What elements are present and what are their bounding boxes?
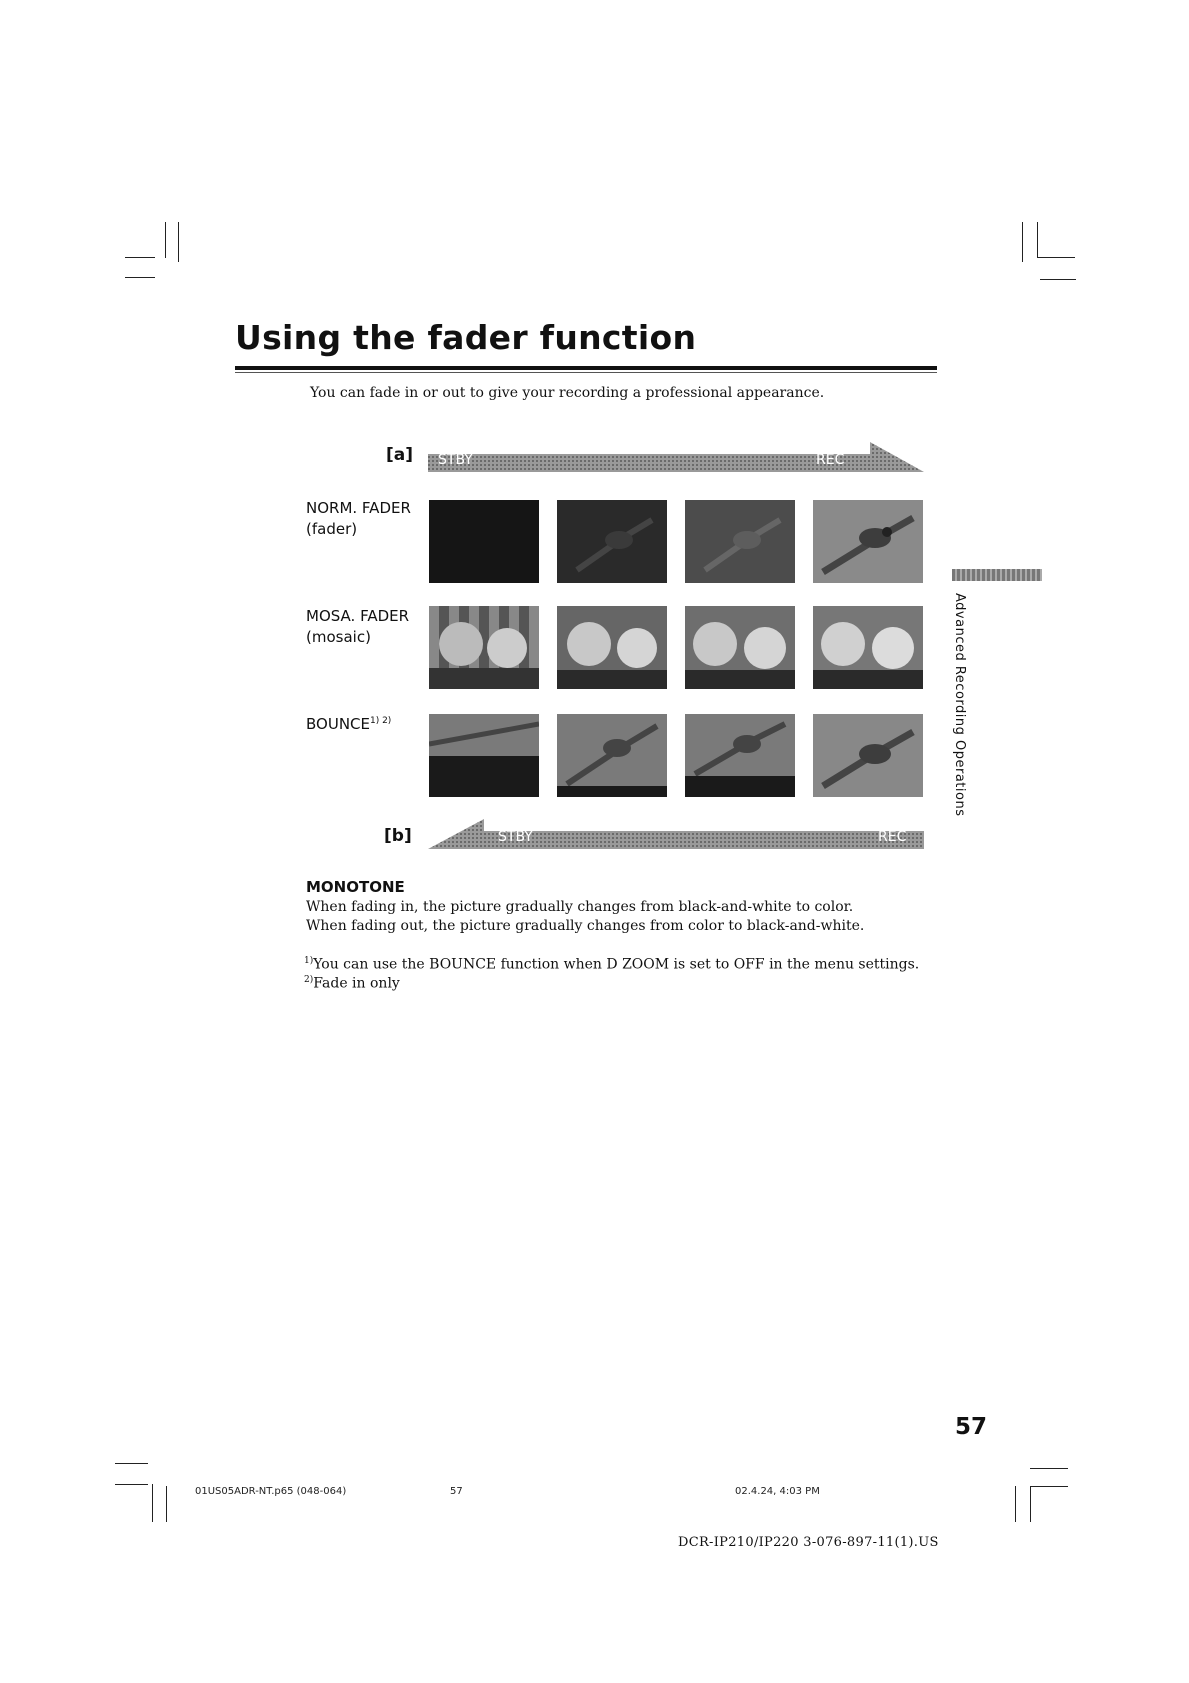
row-label-bounce: $BOUNCE^{1) 2)}$ [306, 715, 392, 733]
mosaic-frame-4 [813, 606, 923, 689]
monotone-line: When fading in, the picture gradually changes from black-and-white to color. [306, 899, 854, 915]
mosaic-frame-1 [429, 606, 539, 689]
bounce-frame-4 [813, 714, 923, 797]
intro-text: You can fade in or out to give your recording a professional appearance. [310, 385, 825, 401]
monotone-line: When fading out, the picture gradually changes from color to black-and-white. [306, 918, 865, 934]
bar-a-start: STBY [438, 452, 473, 468]
crop-mark [125, 277, 155, 278]
footer-page: 57 [450, 1486, 463, 1497]
bar-a-end: REC [816, 452, 845, 468]
bar-a-label: [a] [386, 445, 414, 465]
crop-mark [115, 1484, 148, 1485]
page-title: Using the fader function [235, 318, 697, 357]
row-label-norm-fader: NORM. FADER (fader) [306, 499, 411, 538]
footer-model: DCR-IP210/IP220 3-076-897-11(1).US [678, 1535, 939, 1550]
side-tab-text: Advanced Recording Operations [952, 593, 967, 817]
crop-mark [1040, 279, 1076, 280]
crop-mark [165, 222, 166, 258]
crop-mark [1037, 222, 1038, 258]
fader-frame-4 [813, 500, 923, 583]
bounce-frame-1 [429, 714, 539, 797]
title-rule [235, 372, 937, 373]
mosaic-frame-3 [685, 606, 795, 689]
crop-mark [125, 257, 155, 258]
fader-frame-3 [685, 500, 795, 583]
crop-mark [152, 1484, 153, 1522]
monotone-heading: MONOTONE [306, 878, 405, 896]
crop-mark [1030, 1486, 1068, 1487]
crop-mark [1015, 1486, 1016, 1522]
bounce-frame-2 [557, 714, 667, 797]
crop-mark [1037, 257, 1075, 258]
row-label-mosaic-fader: MOSA. FADER (mosaic) [306, 607, 410, 646]
bar-b-label: [b] [384, 826, 412, 846]
crop-mark [166, 1486, 167, 1522]
bar-b-start: STBY [498, 829, 533, 845]
crop-mark [1022, 222, 1023, 262]
crop-mark [1030, 1486, 1031, 1522]
page-number: 57 [955, 1414, 988, 1440]
fader-frame-2 [557, 500, 667, 583]
bar-a-arrow [428, 440, 928, 474]
bounce-frame-3 [685, 714, 795, 797]
footnote-2: $^{2)}$Fade in only [304, 975, 400, 992]
fader-frame-1 [429, 500, 539, 583]
side-tab-marker [952, 569, 1042, 581]
crop-mark [1030, 1468, 1068, 1469]
crop-mark [115, 1463, 148, 1464]
mosaic-frame-2 [557, 606, 667, 689]
footer-date: 02.4.24, 4:03 PM [735, 1486, 820, 1497]
footnote-1: $^{1)}$You can use the BOUNCE function when D ZOOM is set to OFF in the menu settings. [304, 956, 920, 973]
title-rule [235, 366, 937, 370]
footer-file: 01US05ADR-NT.p65 (048-064) [195, 1486, 347, 1497]
bar-b-end: REC [878, 829, 907, 845]
crop-mark [178, 222, 179, 262]
